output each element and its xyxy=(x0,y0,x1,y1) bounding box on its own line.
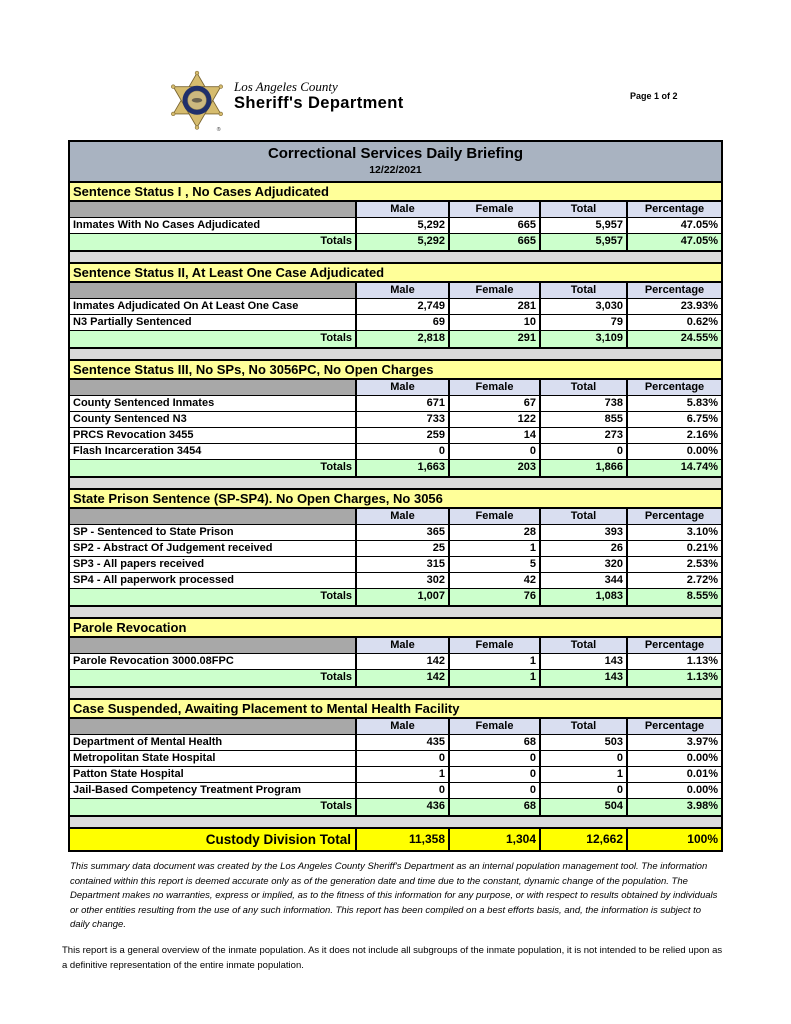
cell-percentage: 0.62% xyxy=(626,315,721,330)
row-label: N3 Partially Sentenced xyxy=(70,315,355,330)
cell-percentage: 47.05% xyxy=(626,218,721,233)
cell-female: 122 xyxy=(448,412,539,427)
report-section xyxy=(70,488,721,607)
cell-percentage: 5.83% xyxy=(626,396,721,411)
row-label: Flash Incarceration 3454 xyxy=(70,444,355,459)
cell-female: 0 xyxy=(448,767,539,782)
column-header-total: Total xyxy=(539,380,626,395)
page-indicator: Page 1 of 2 xyxy=(630,91,678,101)
cell-total: 0 xyxy=(539,751,626,766)
custody-total-female: 1,304 xyxy=(448,829,539,850)
cell-total: 5,957 xyxy=(539,218,626,233)
cell-total: 79 xyxy=(539,315,626,330)
table-header-spacer xyxy=(70,509,355,524)
totals-label: Totals xyxy=(70,799,355,815)
row-label: Inmates Adjudicated On At Least One Case xyxy=(70,299,355,314)
column-header-male: Male xyxy=(355,202,448,217)
cell-female: 1 xyxy=(448,654,539,669)
report-title: Correctional Services Daily Briefing xyxy=(267,145,524,162)
cell-male: 0 xyxy=(355,444,448,459)
cell-male: 142 xyxy=(355,654,448,669)
column-header-female: Female xyxy=(448,509,539,524)
section-title: Parole Revocation xyxy=(70,619,721,638)
row-label: PRCS Revocation 3455 xyxy=(70,428,355,443)
table-row xyxy=(70,557,721,573)
section-title: Sentence Status III, No SPs, No 3056PC, No Open Charges xyxy=(70,361,721,380)
table-row xyxy=(70,573,721,589)
cell-total: 344 xyxy=(539,573,626,588)
cell-male: 69 xyxy=(355,315,448,330)
column-header-percentage: Percentage xyxy=(626,719,721,734)
column-header-female: Female xyxy=(448,719,539,734)
totals-total: 1,083 xyxy=(539,589,626,605)
cell-male: 0 xyxy=(355,751,448,766)
table-header-spacer xyxy=(70,719,355,734)
column-header-total: Total xyxy=(539,283,626,298)
row-label: Jail-Based Competency Treatment Program xyxy=(70,783,355,798)
totals-label: Totals xyxy=(70,331,355,347)
table-row xyxy=(70,767,721,783)
cell-percentage: 0.00% xyxy=(626,751,721,766)
cell-male: 0 xyxy=(355,783,448,798)
cell-percentage: 23.93% xyxy=(626,299,721,314)
cell-female: 68 xyxy=(448,735,539,750)
totals-female: 291 xyxy=(448,331,539,347)
disclaimer-text: This summary data document was created by the Los Angeles County Sheriff's Department as an internal population management tool. The information contained within this report is deemed accurate only as of the generation date and time due to the constant, dynamic change of the population. The Department makes no warranties, express or implied, as to the fitness of this information for any purpose, or with respect to results obtained by individuals or other entities resulting from the use of any such information. This report has been compiled on a best efforts basis, and, the information is subject to daily change. xyxy=(70,861,718,930)
row-label: SP4 - All paperwork processed xyxy=(70,573,355,588)
cell-male: 259 xyxy=(355,428,448,443)
table-row xyxy=(70,525,721,541)
table-header-spacer xyxy=(70,638,355,653)
table-header-spacer xyxy=(70,202,355,217)
totals-male: 436 xyxy=(355,799,448,815)
totals-female: 665 xyxy=(448,234,539,250)
totals-female: 203 xyxy=(448,460,539,476)
column-header-male: Male xyxy=(355,283,448,298)
table-row xyxy=(70,299,721,315)
table-header-row xyxy=(70,719,721,735)
column-header-total: Total xyxy=(539,638,626,653)
cell-total: 1 xyxy=(539,767,626,782)
totals-row xyxy=(70,589,721,605)
table-rows xyxy=(70,218,721,234)
cell-total: 273 xyxy=(539,428,626,443)
table-header-row xyxy=(70,509,721,525)
column-header-male: Male xyxy=(355,638,448,653)
cell-total: 503 xyxy=(539,735,626,750)
cell-male: 671 xyxy=(355,396,448,411)
cell-percentage: 0.21% xyxy=(626,541,721,556)
row-label: SP - Sentenced to State Prison xyxy=(70,525,355,540)
row-label: SP2 - Abstract Of Judgement received xyxy=(70,541,355,556)
table-header-row xyxy=(70,202,721,218)
custody-total-male: 11,358 xyxy=(355,829,448,850)
cell-total: 26 xyxy=(539,541,626,556)
cell-male: 25 xyxy=(355,541,448,556)
column-header-percentage: Percentage xyxy=(626,202,721,217)
table-row xyxy=(70,315,721,331)
column-header-total: Total xyxy=(539,719,626,734)
column-header-male: Male xyxy=(355,719,448,734)
totals-female: 68 xyxy=(448,799,539,815)
table-row xyxy=(70,751,721,767)
county-name: Los Angeles County xyxy=(234,79,338,94)
cell-female: 0 xyxy=(448,751,539,766)
table-row xyxy=(70,218,721,234)
totals-label: Totals xyxy=(70,589,355,605)
column-header-female: Female xyxy=(448,202,539,217)
overview-note-text: This report is a general overview of the inmate population. As it does not include all subgroups of the inmate population, it is not intended to be relied upon as a definitive representation of the entire inmate population. xyxy=(62,945,723,971)
section-title: Case Suspended, Awaiting Placement to Mental Health Facility xyxy=(70,700,721,719)
column-header-female: Female xyxy=(448,380,539,395)
table-row xyxy=(70,783,721,799)
totals-male: 142 xyxy=(355,670,448,686)
table-rows xyxy=(70,299,721,331)
cell-female: 0 xyxy=(448,444,539,459)
table-row xyxy=(70,735,721,751)
table-row xyxy=(70,428,721,444)
report-sections xyxy=(70,181,721,817)
totals-total: 3,109 xyxy=(539,331,626,347)
totals-label: Totals xyxy=(70,234,355,250)
cell-percentage: 2.72% xyxy=(626,573,721,588)
totals-row xyxy=(70,670,721,686)
row-label: SP3 - All papers received xyxy=(70,557,355,572)
totals-female: 1 xyxy=(448,670,539,686)
cell-total: 393 xyxy=(539,525,626,540)
cell-male: 733 xyxy=(355,412,448,427)
column-header-total: Total xyxy=(539,509,626,524)
table-rows xyxy=(70,735,721,799)
cell-male: 315 xyxy=(355,557,448,572)
row-label: Department of Mental Health xyxy=(70,735,355,750)
totals-male: 1,007 xyxy=(355,589,448,605)
totals-male: 5,292 xyxy=(355,234,448,250)
cell-female: 10 xyxy=(448,315,539,330)
column-header-total: Total xyxy=(539,202,626,217)
row-label: Inmates With No Cases Adjudicated xyxy=(70,218,355,233)
row-label: Patton State Hospital xyxy=(70,767,355,782)
totals-row xyxy=(70,460,721,476)
cell-female: 67 xyxy=(448,396,539,411)
cell-total: 738 xyxy=(539,396,626,411)
totals-total: 143 xyxy=(539,670,626,686)
table-rows xyxy=(70,654,721,670)
custody-division-total-row xyxy=(70,827,721,850)
table-row xyxy=(70,541,721,557)
svg-text:®: ® xyxy=(216,127,221,133)
totals-percentage: 1.13% xyxy=(626,670,721,686)
column-header-percentage: Percentage xyxy=(626,509,721,524)
column-header-percentage: Percentage xyxy=(626,283,721,298)
report-section xyxy=(70,617,721,688)
totals-total: 1,866 xyxy=(539,460,626,476)
table-rows xyxy=(70,525,721,589)
cell-male: 1 xyxy=(355,767,448,782)
sheriff-star-badge-icon xyxy=(168,70,226,134)
report-section xyxy=(70,359,721,478)
cell-female: 665 xyxy=(448,218,539,233)
cell-percentage: 0.00% xyxy=(626,783,721,798)
cell-percentage: 2.53% xyxy=(626,557,721,572)
cell-total: 3,030 xyxy=(539,299,626,314)
column-header-female: Female xyxy=(448,638,539,653)
department-name: Sheriff's Department xyxy=(234,94,404,112)
cell-total: 320 xyxy=(539,557,626,572)
custody-total-percentage: 100% xyxy=(626,829,721,850)
cell-percentage: 6.75% xyxy=(626,412,721,427)
cell-male: 5,292 xyxy=(355,218,448,233)
cell-percentage: 3.10% xyxy=(626,525,721,540)
table-header-spacer xyxy=(70,283,355,298)
table-row xyxy=(70,444,721,460)
cell-percentage: 1.13% xyxy=(626,654,721,669)
report-title-bar xyxy=(70,142,721,181)
table-header-row xyxy=(70,380,721,396)
table-row xyxy=(70,396,721,412)
table-header-row xyxy=(70,283,721,299)
cell-percentage: 3.97% xyxy=(626,735,721,750)
totals-total: 5,957 xyxy=(539,234,626,250)
totals-male: 1,663 xyxy=(355,460,448,476)
report-date: 12/22/2021 xyxy=(369,164,422,176)
report-section xyxy=(70,262,721,349)
totals-percentage: 3.98% xyxy=(626,799,721,815)
cell-total: 0 xyxy=(539,444,626,459)
row-label: County Sentenced Inmates xyxy=(70,396,355,411)
cell-female: 42 xyxy=(448,573,539,588)
table-rows xyxy=(70,396,721,460)
totals-female: 76 xyxy=(448,589,539,605)
totals-percentage: 47.05% xyxy=(626,234,721,250)
cell-female: 28 xyxy=(448,525,539,540)
cell-female: 281 xyxy=(448,299,539,314)
report-section xyxy=(70,698,721,817)
cell-percentage: 0.00% xyxy=(626,444,721,459)
totals-percentage: 24.55% xyxy=(626,331,721,347)
row-label: County Sentenced N3 xyxy=(70,412,355,427)
cell-male: 302 xyxy=(355,573,448,588)
totals-row xyxy=(70,799,721,815)
cell-male: 365 xyxy=(355,525,448,540)
section-title: State Prison Sentence (SP-SP4). No Open Charges, No 3056 xyxy=(70,490,721,509)
cell-percentage: 0.01% xyxy=(626,767,721,782)
cell-percentage: 2.16% xyxy=(626,428,721,443)
table-row xyxy=(70,412,721,428)
totals-row xyxy=(70,234,721,250)
totals-label: Totals xyxy=(70,460,355,476)
totals-male: 2,818 xyxy=(355,331,448,347)
column-header-female: Female xyxy=(448,283,539,298)
report-body xyxy=(68,140,723,852)
cell-total: 143 xyxy=(539,654,626,669)
report-section xyxy=(70,181,721,252)
row-label: Parole Revocation 3000.08FPC xyxy=(70,654,355,669)
agency-logo xyxy=(168,70,404,134)
cell-male: 435 xyxy=(355,735,448,750)
cell-total: 0 xyxy=(539,783,626,798)
custody-total-label: Custody Division Total xyxy=(70,829,355,850)
cell-female: 5 xyxy=(448,557,539,572)
table-header-row xyxy=(70,638,721,654)
cell-total: 855 xyxy=(539,412,626,427)
table-row xyxy=(70,654,721,670)
table-header-spacer xyxy=(70,380,355,395)
totals-row xyxy=(70,331,721,347)
column-header-male: Male xyxy=(355,509,448,524)
column-header-male: Male xyxy=(355,380,448,395)
totals-label: Totals xyxy=(70,670,355,686)
totals-total: 504 xyxy=(539,799,626,815)
cell-female: 14 xyxy=(448,428,539,443)
row-label: Metropolitan State Hospital xyxy=(70,751,355,766)
section-title: Sentence Status II, At Least One Case Adjudicated xyxy=(70,264,721,283)
custody-total-total: 12,662 xyxy=(539,829,626,850)
cell-female: 1 xyxy=(448,541,539,556)
cell-male: 2,749 xyxy=(355,299,448,314)
cell-female: 0 xyxy=(448,783,539,798)
section-title: Sentence Status I , No Cases Adjudicated xyxy=(70,183,721,202)
totals-percentage: 8.55% xyxy=(626,589,721,605)
column-header-percentage: Percentage xyxy=(626,380,721,395)
totals-percentage: 14.74% xyxy=(626,460,721,476)
column-header-percentage: Percentage xyxy=(626,638,721,653)
